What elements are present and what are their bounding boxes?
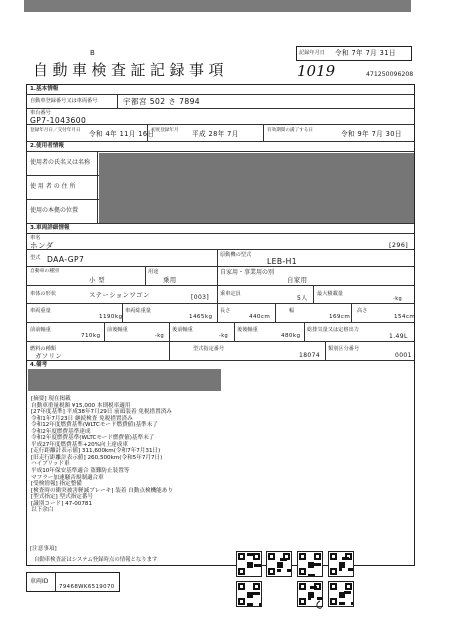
qr-code-icon [297, 551, 323, 577]
remarks-line: [受検情報] 指定整備 [31, 481, 82, 488]
rear-rear-axle-label: 後後軸重 [237, 327, 258, 333]
gross-label: 車両総重量 [125, 308, 151, 314]
maker-code: [296] [389, 241, 409, 249]
engine-value: LEB-H1 [267, 257, 297, 266]
maxload-value: -kg [393, 296, 403, 302]
remarks-line: 令和2年度燃費基準(WLTCモード燃費値)基準未了 [31, 435, 155, 442]
registration-row [27, 95, 414, 109]
chassis-label: 車台番号 [30, 110, 51, 116]
model-label: 型式 [30, 255, 41, 261]
front-rear-axle-label: 前後軸重 [107, 327, 128, 333]
issue-date-box [296, 46, 412, 61]
first-year-value: 平成 28年 7月 [192, 130, 239, 138]
registration-value: 宇都宮 502 さ 7894 [123, 97, 201, 106]
vehicle-section-row [27, 224, 414, 234]
axle-row [27, 323, 414, 342]
front-front-axle-label: 前前軸重 [30, 327, 51, 333]
qr-code-icon [266, 551, 292, 577]
qr-code-icon [236, 551, 262, 577]
kind-label: 自動車の種別 [30, 269, 59, 274]
remarks-line: 令和12年度燃費基準(WLTCモード燃費値)基準未了 [31, 422, 158, 429]
remarks-line: [27年度基準] 平成38年7月29日 前頭装着 免税措置済み [31, 409, 172, 416]
model-row [27, 250, 414, 267]
remarks-line: [走行距離計表示値] 311,600km(令和7年7月31日) [31, 448, 161, 455]
remarks-line: マフラー加速騒音規制適合車 [31, 474, 104, 481]
certificate-table [26, 84, 415, 566]
fuel-row [27, 342, 414, 361]
remarks-line: 平成27年度燃費基準+20%向上達成車 [31, 441, 128, 448]
remarks-list [31, 396, 173, 514]
body-value: ステーションワゴン [89, 291, 150, 299]
weight-label: 車両重量 [30, 308, 51, 314]
notice-title: [注意事項] [30, 546, 57, 552]
expiry-label: 有効期間の満了する日 [267, 128, 313, 133]
chassis-row [27, 109, 414, 125]
qr-code-icon [328, 551, 354, 577]
maker-label: 車名 [30, 235, 41, 241]
notice-text: 自動車検査証はシステム登録時点の情報となります [34, 557, 158, 563]
remarks-line: 自動車重量税額 ¥15,000 本則税率適用 [31, 402, 131, 409]
base-location-label: 使用の本拠の位置 [30, 207, 79, 214]
remarks-line: [型式指定] 型式指定番号 [31, 494, 94, 501]
rear-rear-axle-value: 480kg [281, 333, 301, 339]
first-reg-value: 令和 4年 11月 16日 [89, 130, 155, 138]
maker-value: ホンダ [30, 241, 54, 250]
fuel-label: 燃料の種類 [30, 346, 56, 352]
doc-number: 471250096208 [366, 71, 414, 78]
user-address-label: 使 用 者 の 住 所 [30, 183, 76, 190]
issue-date-label: 記録年月日 [299, 50, 325, 56]
remarks-line: 以下余白 [31, 507, 54, 514]
private-value: 自家用 [287, 276, 308, 284]
front-front-axle-value: 710kg [81, 333, 101, 339]
remarks-section-title: 4.備考 [30, 362, 48, 368]
vehicle-section-title: 3.車両詳細情報 [30, 225, 70, 231]
basic-section-title: 1.基本情報 [30, 86, 59, 92]
height-label: 高さ [357, 308, 368, 314]
vehicle-id-value: 79468WK6519070 [59, 584, 115, 590]
engine-label: 原動機の型式 [220, 252, 252, 258]
vehicle-id-box [26, 572, 120, 592]
remarks-line: [識別コード] 47-00781 [31, 500, 93, 507]
body-label: 車体の形状 [30, 291, 56, 297]
designation-label: 型式指定番号 [193, 346, 225, 352]
maker-row [27, 234, 414, 250]
width-value: 169cm [329, 314, 351, 320]
displacement-label: 総排気量又は定格出力 [307, 327, 359, 333]
chassis-value: GP7-1043600 [30, 116, 87, 125]
capacity-label: 乗車定員 [220, 291, 241, 297]
capacity-value: 5人 [297, 295, 308, 302]
vehicle-id-label: 車両ID [30, 578, 49, 585]
width-label: 幅 [289, 308, 295, 314]
use-value: 乗用 [163, 276, 177, 284]
maxload-label: 最大積載量 [317, 291, 343, 297]
remarks-line: [検査時の衝突被害軽減ブレーキ] 装着 自動点検機能あり [31, 487, 173, 494]
body-row [27, 286, 414, 304]
small-mark: B [90, 49, 95, 57]
registration-label: 自動車登録番号又は車両番号 [30, 98, 98, 104]
qr-code-icon [236, 581, 262, 607]
remarks-line: 平成10年保安基準適合 盗難防止装置等 [31, 468, 130, 475]
model-value: DAA-GP7 [47, 255, 85, 264]
handwritten-number: 1019 [297, 62, 336, 80]
use-label: 用途 [148, 269, 159, 275]
basic-section-row [27, 85, 414, 95]
displacement-value: 1.49L [389, 333, 408, 340]
expiry-value: 令和 9年 7月 30日 [341, 130, 402, 138]
rear-front-axle-value: -kg [219, 333, 229, 339]
remarks-line: [旧走行距離計表示値] 260,500km(令和5年7月7日) [31, 454, 163, 461]
rear-front-axle-label: 後前軸重 [172, 327, 193, 333]
user-section-row [27, 142, 414, 152]
front-rear-axle-value: -kg [155, 333, 165, 339]
issue-date-value: 令和 7年 7月 31日 [335, 49, 396, 57]
qr-code-icon [328, 581, 354, 607]
remarks-line: ハイブリッド車 [31, 461, 70, 468]
fuel-value: ガソリン [35, 352, 63, 360]
remarks-line: 令和2年度燃費基準達成 [31, 428, 91, 435]
weight-row [27, 304, 414, 323]
dates-row [27, 125, 414, 142]
remarks-line: [摘要] 現在掲載 [31, 396, 71, 402]
user-name-label: 使用者の氏名又は名称 [30, 159, 91, 166]
length-value: 440cm [249, 314, 271, 320]
category-label: 類別区分番号 [328, 346, 360, 352]
gross-value: 1465kg [189, 314, 213, 320]
remarks-redaction [28, 369, 221, 391]
private-label: 自家用・事業用の別 [220, 269, 275, 276]
kind-row [27, 267, 414, 286]
user-section-title: 2.使用者情報 [30, 143, 64, 149]
first-reg-label: 登録年月日／交付年月日 [30, 128, 81, 133]
length-label: 長さ [220, 308, 231, 314]
page-title: 自動車検査証記録事項 [33, 61, 229, 79]
first-year-label: 初度登録年月 [151, 128, 179, 133]
signature-mark-icon [314, 600, 324, 610]
top-redaction-bar [24, 0, 411, 12]
body-code: [003] [191, 294, 210, 301]
category-value: 0001 [395, 352, 412, 359]
user-redaction [99, 153, 414, 223]
weight-value: 1190kg [99, 314, 123, 320]
designation-value: 18074 [299, 352, 321, 359]
kind-value: 小 型 [89, 276, 106, 284]
remarks-line: 令和1年7月23日 継続検査 免税措置済み [31, 415, 133, 422]
height-value: 154cm [394, 314, 416, 320]
